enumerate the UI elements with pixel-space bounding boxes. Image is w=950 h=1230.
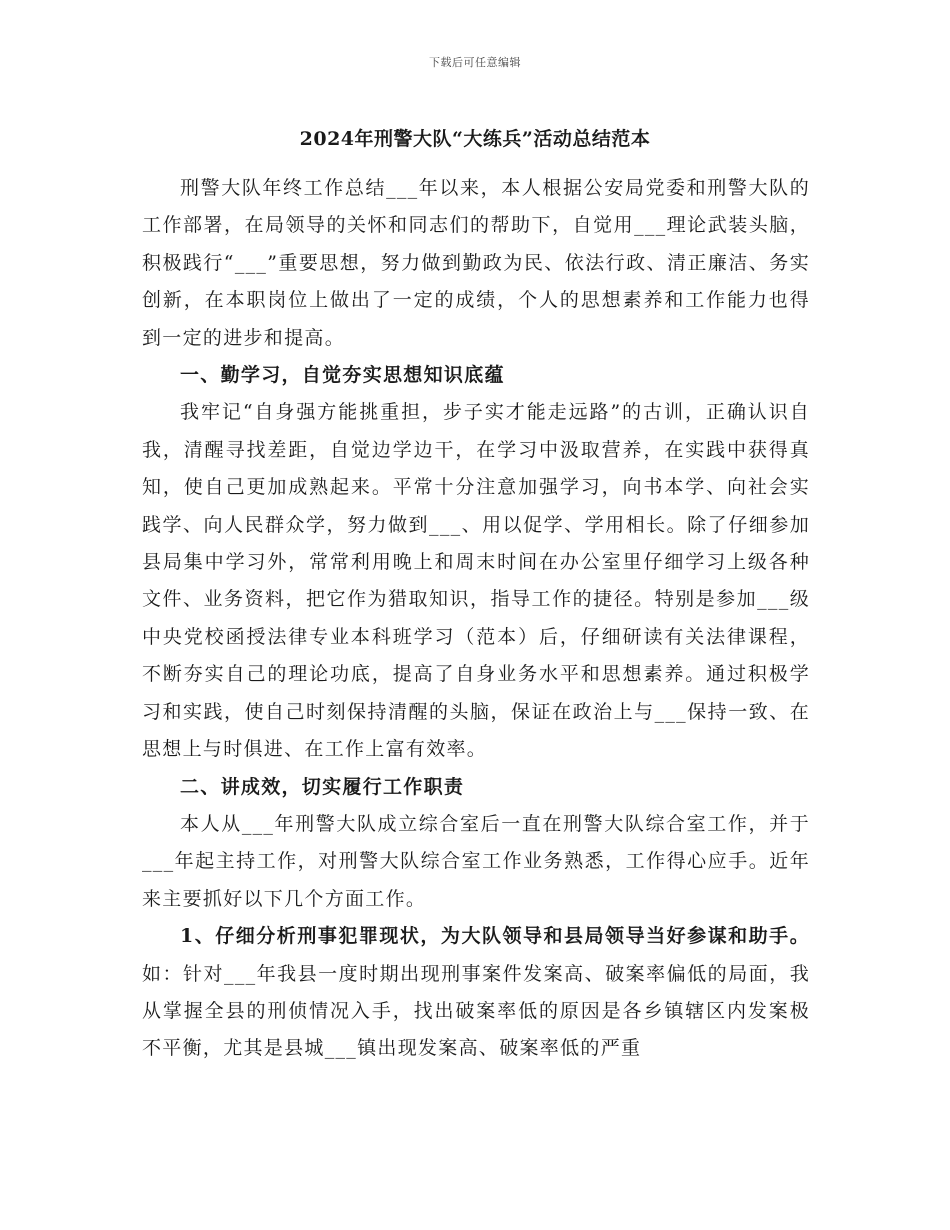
item-1-lead: 1、仔细分析刑事犯罪现状，为大队领导和县局领导当好参谋和助手。 xyxy=(180,925,810,948)
document-title: 2024年刑警大队“大练兵”活动总结范本 xyxy=(299,128,651,150)
section-heading-1: 一、勤学习，自觉夯实思想知识底蕴 xyxy=(180,364,505,387)
document-body xyxy=(142,170,810,1068)
section-heading-2: 二、讲成效，切实履行工作职责 xyxy=(180,775,465,798)
header-note: 下载后可任意编辑 xyxy=(429,56,521,69)
item-1-text: 如：针对___年我县一度时期出现刑事案件发案高、破案率偏低的局面，我从掌握全县的刑侦情况入手，找出破案率低的原因是各乡镇辖区内发案极不平衡，尤其是县城___镇出现发案高、破案率低的严重 xyxy=(142,962,810,1060)
paragraph-study: 我牢记“自身强方能挑重担，步子实才能走远路”的古训，正确认识自我，清醒寻找差距，自觉边学边干，在学习中汲取营养，在实践中获得真知，使自己更加成熟起来。平常十分注意加强学习，向书本学、向社会实践学、向人民群众学，努力做到___、用以促学、学用相长。除了仔细参加县局集中学习外，常常利用晚上和周末时间在办公室里仔细学习上级各种文件、业务资料，把它作为猎取知识，指导工作的捷径。特别是参加___级中央党校函授法律专业本科班学习（范本）后，仔细研读有关法律课程，不断夯实自己的理论功底，提高了自身业务水平和思想素养。通过积极学习和实践，使自己时刻保持清醒的头脑，保证在政治上与___保持一致、在思想上与时俱进、在工作上富有效率。 xyxy=(142,401,810,761)
paragraph-intro: 刑警大队年终工作总结___年以来，本人根据公安局党委和刑警大队的工作部署，在局领导的关怀和同志们的帮助下，自觉用___理论武装头脑，积极践行“___”重要思想，努力做到勤政为民、依法行政、清正廉洁、务实创新，在本职岗位上做出了一定的成绩，个人的思想素养和工作能力也得到一定的进步和提高。 xyxy=(142,177,810,349)
paragraph-duties: 本人从___年刑警大队成立综合室后一直在刑警大队综合室工作，并于___年起主持工作，对刑警大队综合室工作业务熟悉，工作得心应手。近年来主要抓好以下几个方面工作。 xyxy=(142,812,810,910)
paragraph-item-1 xyxy=(142,918,810,1068)
